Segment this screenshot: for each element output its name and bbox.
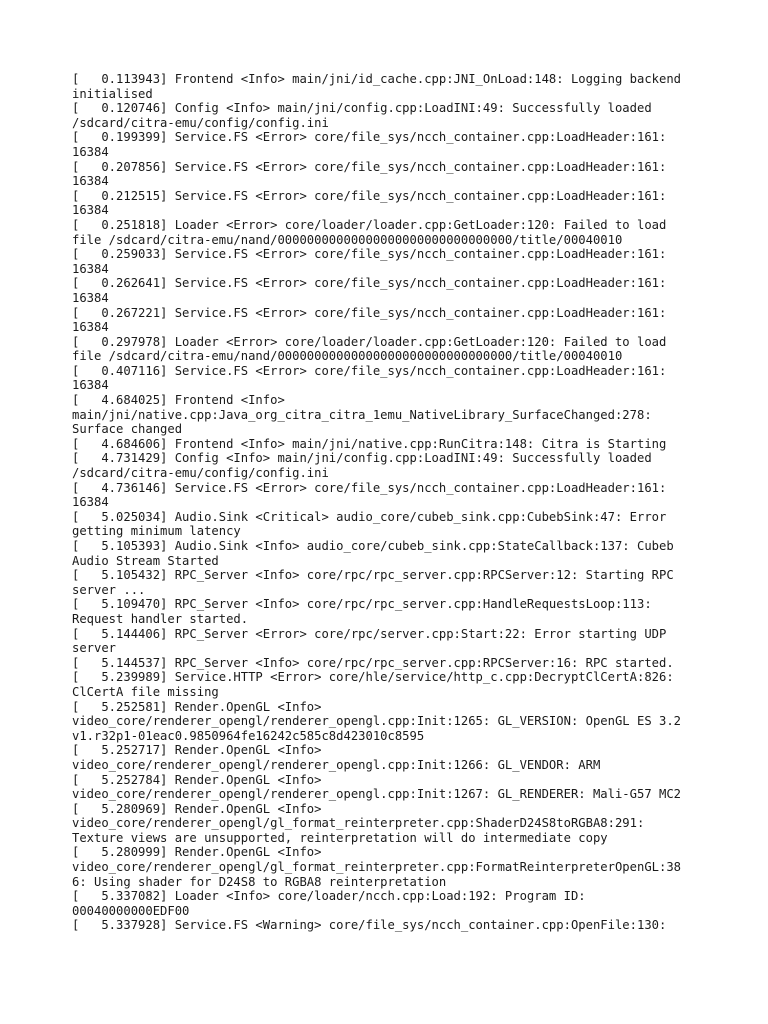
log-line: [ 0.297978] Loader <Error> core/loader/loader.cpp:GetLoader:120: Failed to load — [72, 334, 667, 349]
log-line: [ 5.252784] Render.OpenGL <Info> — [72, 772, 322, 787]
log-line: [ 0.212515] Service.FS <Error> core/file_sys/ncch_container.cpp:LoadHeader:161: — [72, 188, 667, 203]
log-line: [ 0.207856] Service.FS <Error> core/file_sys/ncch_container.cpp:LoadHeader:161: — [72, 159, 667, 174]
log-line: [ 5.252581] Render.OpenGL <Info> — [72, 699, 322, 714]
log-line: [ 5.105393] Audio.Sink <Info> audio_core/cubeb_sink.cpp:StateCallback:137: Cubeb — [72, 539, 674, 553]
log-line: [ 5.239989] Service.HTTP <Error> core/hle/service/http_c.cpp:DecryptClCertA:826: — [72, 670, 674, 685]
log-line: file /sdcard/citra-emu/nand/00000000000000000000000000000000/title/00040010 — [72, 349, 623, 364]
log-line: Texture views are unsupported, reinterpretation will do intermediate copy — [72, 830, 608, 845]
log-line: main/jni/native.cpp:Java_org_citra_citra_1emu_NativeLibrary_SurfaceChanged:278: — [72, 407, 652, 422]
log-line: 00040000000EDF00 — [72, 903, 190, 918]
log-line: [ 0.113943] Frontend <Info> main/jni/id_cache.cpp:JNI_OnLoad:148: Logging backend — [72, 72, 682, 86]
log-line: /sdcard/citra-emu/config/config.ini — [72, 115, 329, 130]
log-line: 6: Using shader for D24S8 to RGBA8 reinterpretation — [72, 874, 447, 889]
log-line: video_core/renderer_opengl/gl_format_reinterpreter.cpp:FormatReinterpreterOpenGL:38 — [72, 860, 682, 875]
log-line: video_core/renderer_opengl/renderer_opengl.cpp:Init:1266: GL_VENDOR: ARM — [72, 757, 601, 772]
log-line: 16384 — [72, 378, 109, 393]
log-line: getting minimum latency — [72, 524, 241, 539]
log-line: [ 5.025034] Audio.Sink <Critical> audio_core/cubeb_sink.cpp:CubebSink:47: Error — [72, 509, 667, 524]
log-line: Request handler started. — [72, 611, 249, 626]
log-line: [ 5.105432] RPC_Server <Info> core/rpc/rpc_server.cpp:RPCServer:12: Starting RPC — [72, 568, 674, 583]
log-line: [ 0.199399] Service.FS <Error> core/file_sys/ncch_container.cpp:LoadHeader:161: — [72, 130, 667, 145]
log-line: file /sdcard/citra-emu/nand/00000000000000000000000000000000/title/00040010 — [72, 232, 623, 247]
log-text-block — [72, 72, 712, 933]
log-line: 16384 — [72, 320, 109, 335]
log-line: video_core/renderer_opengl/renderer_opengl.cpp:Init:1265: GL_VERSION: OpenGL ES 3.2 — [72, 714, 682, 729]
log-line: [ 5.252717] Render.OpenGL <Info> — [72, 743, 322, 758]
log-line: [ 5.280999] Render.OpenGL <Info> — [72, 845, 322, 860]
log-line: [ 5.337082] Loader <Info> core/loader/ncch.cpp:Load:192: Program ID: — [72, 889, 586, 904]
log-line: [ 0.251818] Loader <Error> core/loader/loader.cpp:GetLoader:120: Failed to load — [72, 217, 667, 232]
log-line: [ 0.120746] Config <Info> main/jni/config.cpp:LoadINI:49: Successfully loaded — [72, 101, 652, 116]
log-line: [ 5.109470] RPC_Server <Info> core/rpc/rpc_server.cpp:HandleRequestsLoop:113: — [72, 597, 652, 612]
log-line: [ 0.259033] Service.FS <Error> core/file_sys/ncch_container.cpp:LoadHeader:161: — [72, 247, 667, 262]
log-line: [ 0.262641] Service.FS <Error> core/file_sys/ncch_container.cpp:LoadHeader:161: — [72, 276, 667, 291]
log-line: 16384 — [72, 174, 109, 189]
log-line: /sdcard/citra-emu/config/config.ini — [72, 466, 329, 481]
log-line: [ 4.684025] Frontend <Info> — [72, 393, 285, 408]
log-line: [ 0.267221] Service.FS <Error> core/file_sys/ncch_container.cpp:LoadHeader:161: — [72, 305, 667, 320]
log-line: 16384 — [72, 261, 109, 276]
log-line: [ 4.684606] Frontend <Info> main/jni/native.cpp:RunCitra:148: Citra is Starting — [72, 436, 667, 451]
log-line: v1.r32p1-01eac0.9850964fe16242c585c8d423010c8595 — [72, 728, 425, 743]
log-line: ClCertA file missing — [72, 684, 219, 699]
log-line: [ 5.144406] RPC_Server <Error> core/rpc/server.cpp:Start:22: Error starting UDP — [72, 626, 667, 641]
log-line: [ 5.144537] RPC_Server <Info> core/rpc/rpc_server.cpp:RPCServer:16: RPC started. — [72, 655, 674, 670]
log-line: 16384 — [72, 495, 109, 510]
log-line: [ 0.407116] Service.FS <Error> core/file_sys/ncch_container.cpp:LoadHeader:161: — [72, 363, 667, 378]
log-line: 16384 — [72, 144, 109, 159]
log-line: server ... — [72, 582, 146, 597]
log-line: video_core/renderer_opengl/gl_format_reinterpreter.cpp:ShaderD24S8toRGBA8:291: — [72, 816, 645, 831]
log-line: server — [72, 641, 117, 656]
log-line: video_core/renderer_opengl/renderer_opengl.cpp:Init:1267: GL_RENDERER: Mali-G57 MC2 — [72, 787, 682, 802]
log-line: [ 4.736146] Service.FS <Error> core/file_sys/ncch_container.cpp:LoadHeader:161: — [72, 480, 667, 495]
log-line: Surface changed — [72, 422, 183, 437]
log-line: 16384 — [72, 203, 109, 218]
log-line: initialised — [72, 86, 153, 101]
log-line: 16384 — [72, 290, 109, 305]
log-line: [ 4.731429] Config <Info> main/jni/config.cpp:LoadINI:49: Successfully loaded — [72, 451, 652, 466]
log-line: Audio Stream Started — [72, 553, 219, 568]
log-line: [ 5.280969] Render.OpenGL <Info> — [72, 801, 322, 816]
log-line: [ 5.337928] Service.FS <Warning> core/file_sys/ncch_container.cpp:OpenFile:130: — [72, 918, 667, 933]
